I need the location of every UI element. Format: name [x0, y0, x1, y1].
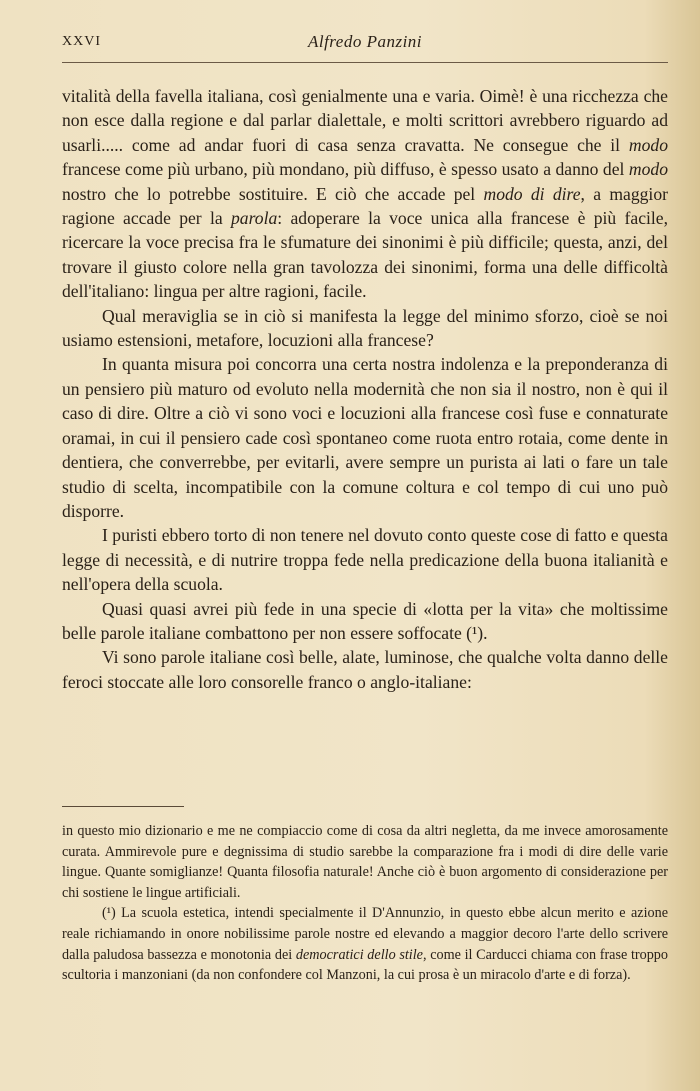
footnotes [62, 821, 668, 986]
running-title: Alfredo Panzini [307, 32, 423, 51]
paragraph-6: Vi sono parole italiane così belle, alate, luminose, che qualche volta danno delle feroci stoccate alle loro consorelle franco o anglo-italiane: [62, 647, 668, 692]
paragraph-4: I puristi ebbero torto di non tenere nel dovuto conto queste cose di fatto e questa legge di necessità, e di nutrire troppa fede nella predicazione della buona italianità e nell'opera della scuola. [62, 525, 668, 595]
body-text [62, 84, 668, 694]
paragraph-1: vitalità della favella italiana, così genialmente una e varia. Oimè! è una ricchezza che non esce dalla regione e dal parlar dialettale, e molti scrittori avrebbero riguardo ad usarli..... come ad andar fuori di casa senza cravatta. Ne consegue che il modo francese come più urbano, più mondano, più diffuso, è spesso usato a danno del modo nostro che lo potrebbe sostituire. E ciò che accade pel modo di dire, a maggior ragione accade per la parola: adoperare la voce unica alla francese è più facile, ricercare la voce precisa fra le sfumature dei sinonimi è più difficile; questa, anzi, del trovare il giusto colore nella gran tavolozza dei sinonimi, forma una delle difficoltà dell'italiano: lingua per altre ragioni, facile. [62, 86, 668, 302]
paragraph-2: Qual meraviglia se in ciò si manifesta la legge del minimo sforzo, cioè se noi usiamo estensioni, metafore, locuzioni alla francese? [62, 305, 668, 351]
paragraph-3: In quanta misura poi concorra una certa nostra indolenza e la preponderanza di un pensiero più maturo od evoluto nella modernità che non sia il nostro, non è qui il caso di dire. Oltre a ciò vi sono voci e locuzioni alla francese così fuse e connaturate oramai, in cui il pensiero cade così spontaneo come ruota entro rotaia, come dente in dentiera, che converrebbe, per evitarli, avere sempre un purista ai lati o fare un tale studio di scelta, incompatibile con la comune coltura e col tempo di cui uno può disporre. [62, 354, 668, 521]
paragraph-5: Quasi quasi avrei più fede in una specie di «lotta per la vita» che moltissime belle parole italiane combattono per non essere soffocate (¹). [62, 598, 668, 643]
page-header [62, 32, 668, 54]
footnote-continuation: in questo mio dizionario e me ne compiaccio come di cosa da altri negletta, da me invece amorosamente curata. Ammirevole pure e degnissima di studio sarebbe la comparazione fra i modi di dire delle varie lingue. Quante somiglianze! Quanta filosofia naturale! Anche ciò è buon argomento di considerazione per chi sostiene le lingue artificiali. [62, 823, 668, 901]
page-number: XXVI [62, 34, 101, 49]
footnote-1: (¹) La scuola estetica, intendi specialmente il D'Annunzio, in questo ebbe alcun merito e azione reale richiamando in onore nobilissime parole nostre ed elevando a maggior decoro l'arte dello scrivere dalla paludosa bassezza e monotonia dei democratici dello stile, come il Carducci chiama con frase troppo scultoria i manzoniani (da non confondere col Manzoni, la cui prosa è un miracolo d'arte e di forza). [62, 905, 668, 984]
footnote-rule [62, 806, 184, 807]
header-rule [62, 62, 668, 63]
